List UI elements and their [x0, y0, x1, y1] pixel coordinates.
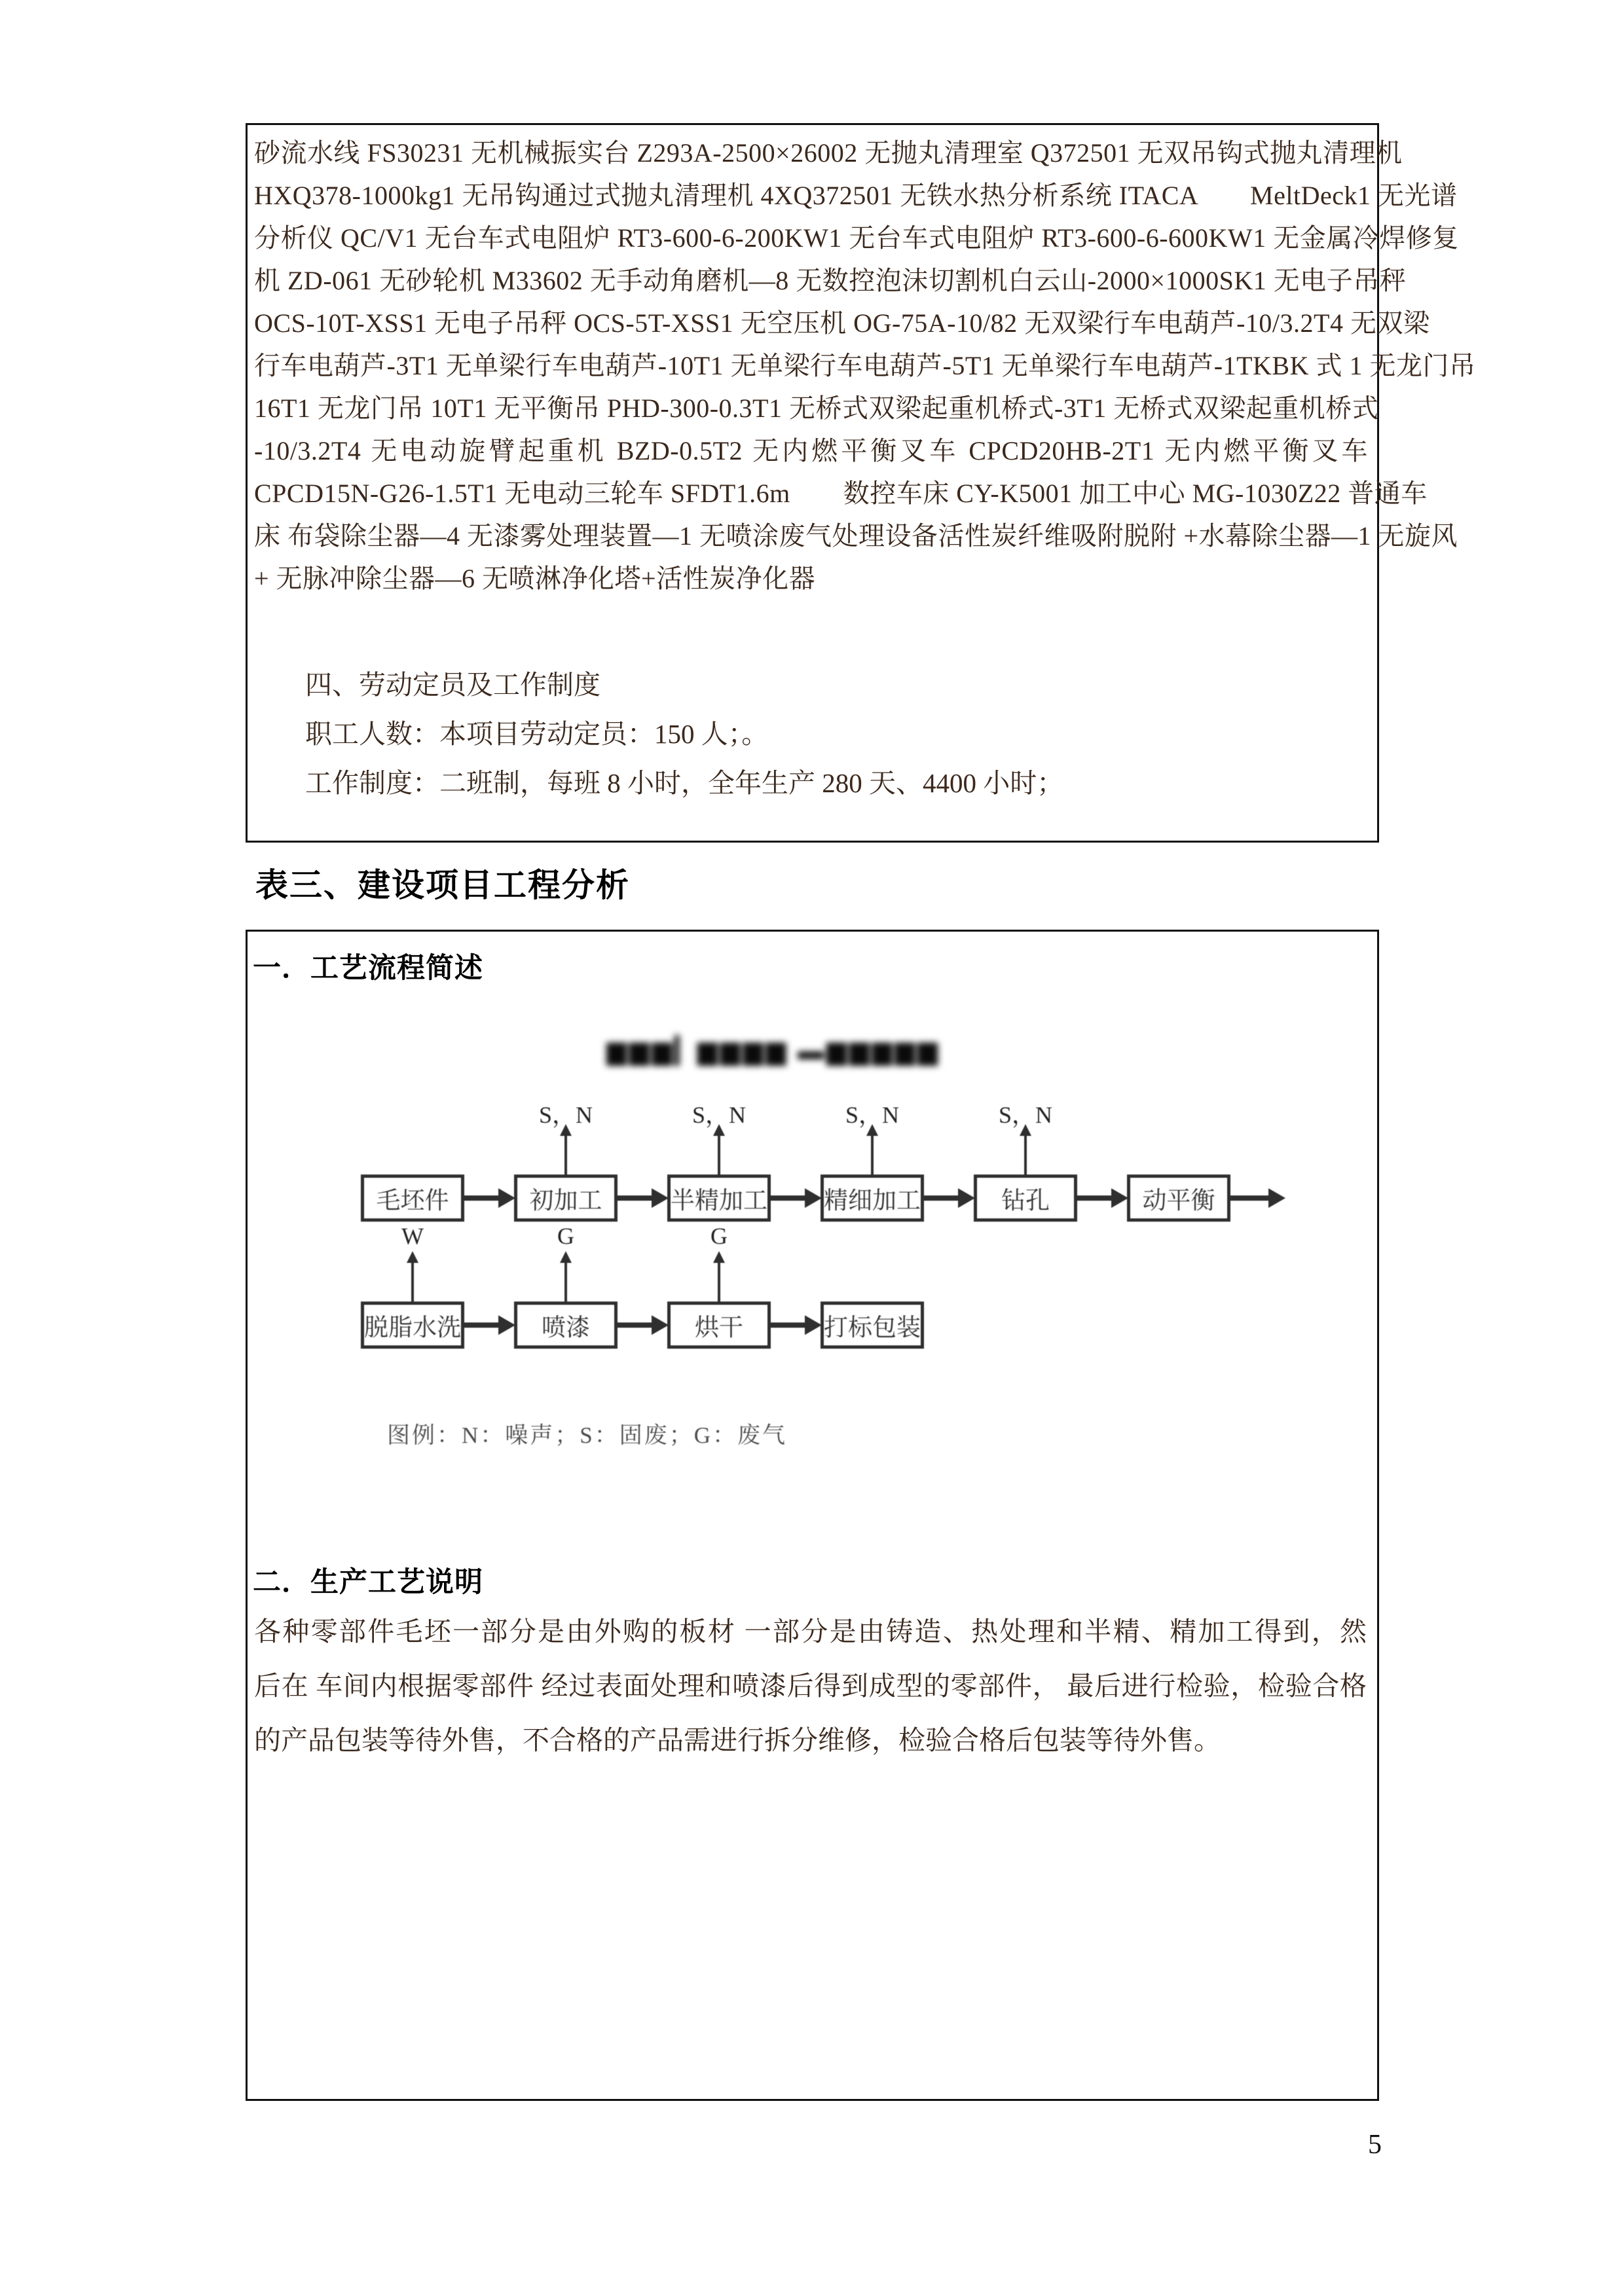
emission-arrow-up	[1024, 1135, 1027, 1175]
emission-arrow-up	[718, 1262, 720, 1302]
emission-arrow-up	[871, 1135, 874, 1175]
equipment-line: HXQ378-1000kg1 无吊钩通过式抛丸清理机 4XQ372501 无铁水热分析系统 ITACA MeltDeck1 无光谱	[254, 181, 1458, 210]
table3-heading: 表三、建设项目工程分析	[255, 867, 630, 903]
paragraph-line: 后在 车间内根据零部件 经过表面处理和喷漆后得到成型的零部件， 最后进行检验，检验合格	[254, 1671, 1367, 1701]
flow-step-4: 精细加工	[821, 1175, 924, 1222]
emission-arrow-up	[564, 1262, 567, 1302]
equipment-line: 16T1 无龙门吊 10T1 无平衡吊 PHD-300-0.3T1 无桥式双梁起重机桥式-3T1 无桥式双梁起重机桥式	[254, 393, 1379, 423]
emission-label-sn: S，N	[538, 1102, 593, 1128]
flow-substep-1: 脱脂水洗	[361, 1302, 464, 1349]
page-number: 5	[1368, 2130, 1382, 2160]
flow-step-5: 钻孔	[974, 1175, 1077, 1222]
equipment-line: 床 布袋除尘器—4 无漆雾处理装置—1 无喷涂废气处理设备活性炭纤维吸附脱附 +水幕除尘器—1 无旋风	[254, 521, 1458, 551]
labor-section	[254, 661, 1368, 808]
project-analysis-box	[246, 930, 1379, 2101]
process-flow-heading: 一．工艺流程简述	[253, 953, 483, 984]
flow-step-6: 动平衡	[1127, 1175, 1230, 1222]
paragraph-line: 各种零部件毛坯一部分是由外购的板材 一部分是由铸造、热处理和半精、精加工得到，然	[254, 1616, 1367, 1647]
emission-arrow-up	[411, 1262, 414, 1302]
emission-arrow-up	[564, 1135, 567, 1175]
equipment-line: 分析仪 QC/V1 无台车式电阻炉 RT3-600-6-200KW1 无台车式电阻炉 RT3-600-6-600KW1 无金属冷焊修复	[254, 223, 1459, 253]
flow-substep-2: 喷漆	[514, 1302, 618, 1349]
equipment-section-box	[246, 123, 1476, 843]
equipment-line: -10/3.2T4 无电动旋臂起重机 BZD-0.5T2 无内燃平衡叉车 CPCD20HB-2T1 无内燃平衡叉车	[254, 436, 1368, 465]
emission-arrow-up	[718, 1135, 720, 1175]
emission-label-g: G	[710, 1223, 728, 1249]
paragraph-line: 的产品包装等待外售，不合格的产品需进行拆分维修，检验合格后包装等待外售。	[254, 1725, 1221, 1755]
flow-step-1: 毛坯件	[361, 1175, 464, 1222]
equipment-line: 行车电葫芦-3T1 无单梁行车电葫芦-10T1 无单梁行车电葫芦-5T1 无单梁行车电葫芦-1TKBK 式 1 无龙门吊	[254, 351, 1476, 380]
flow-substep-3: 烘干	[667, 1302, 771, 1349]
flowchart-legend: 图例：N：噪声；S：固废；G：废气	[387, 1423, 788, 1448]
emission-label-g: G	[557, 1223, 574, 1249]
production-process-heading: 二．生产工艺说明	[253, 1567, 483, 1598]
flow-step-3: 半精加工	[667, 1175, 771, 1222]
flowchart-blurred-title: ▆▆▆▎▆▆▆▆ ▬▆▆▆▆▆	[606, 1036, 940, 1065]
flow-step-2: 初加工	[514, 1175, 618, 1222]
labor-section-heading: 四、劳动定员及工作制度	[305, 670, 600, 700]
equipment-line: 机 ZD-061 无砂轮机 M33602 无手动角磨机—8 无数控泡沫切割机白云山-2000×1000SK1 无电子吊秤	[254, 266, 1407, 295]
equipment-line: + 无脉冲除尘器—6 无喷淋净化塔+活性炭净化器	[254, 564, 816, 593]
equipment-list	[254, 132, 1476, 600]
emission-label-sn: S，N	[998, 1102, 1053, 1128]
labor-headcount-line: 职工人数：本项目劳动定员：150 人；。	[305, 719, 769, 749]
equipment-line: CPCD15N-G26-1.5T1 无电动三轮车 SFDT1.6m 数控车床 CY-K5001 加工中心 MG-1030Z22 普通车	[254, 479, 1428, 508]
emission-label-w: W	[401, 1223, 424, 1249]
process-flowchart	[248, 932, 1377, 1521]
equipment-line: OCS-10T-XSS1 无电子吊秤 OCS-5T-XSS1 无空压机 OG-75A-10/82 无双梁行车电葫芦-10/3.2T4 无双梁	[254, 308, 1430, 338]
labor-schedule-line: 工作制度：二班制，每班 8 小时，全年生产 280 天、4400 小时；	[305, 768, 1064, 798]
emission-label-sn: S，N	[845, 1102, 900, 1128]
equipment-line: 砂流水线 FS30231 无机械振实台 Z293A-2500×26002 无抛丸清理室 Q372501 无双吊钩式抛丸清理机	[254, 138, 1403, 168]
flow-substep-4: 打标包装	[821, 1302, 924, 1349]
production-process-paragraph	[254, 1605, 1367, 1768]
emission-label-sn: S，N	[692, 1102, 747, 1128]
